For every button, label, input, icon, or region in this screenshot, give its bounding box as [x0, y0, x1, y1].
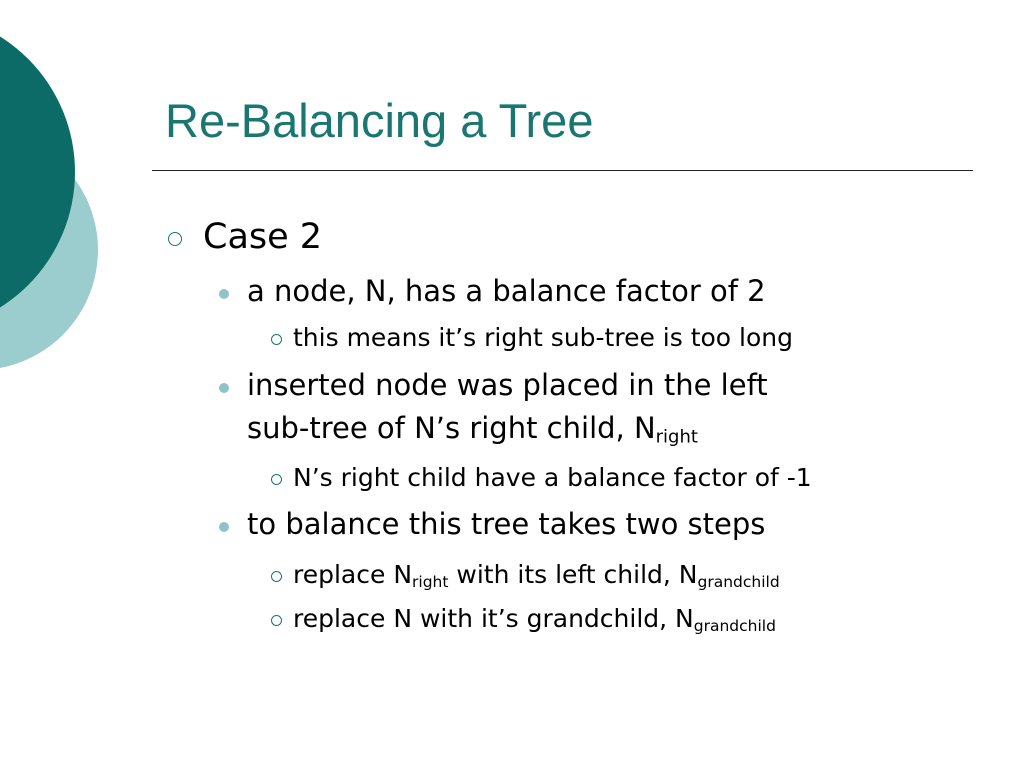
list-item: a node, N, has a balance factor of 2 [247, 274, 766, 308]
list-item-continuation: sub-tree of N’s right child, $N_{right}$ [247, 411, 698, 448]
case-heading: Case 2 [203, 217, 323, 257]
list-item: inserted node was placed in the left [247, 368, 768, 402]
sub-list-item: this means it’s right sub-tree is too long [293, 323, 793, 352]
slide-title: Re-Balancing a Tree [165, 94, 594, 147]
bullet-ring-icon [168, 232, 182, 246]
bullet-ring-small-icon [271, 334, 282, 345]
sub-list-item: replace $N_{right}$ with its left child, $N_{grandchild}$ [293, 560, 780, 591]
sub-list-item: N’s right child have a balance factor of -1 [293, 463, 812, 492]
decorative-circles [0, 0, 110, 420]
bullet-ring-small-icon [271, 571, 282, 582]
bullet-dot-icon [219, 289, 229, 299]
title-divider [152, 170, 973, 171]
sub-list-item: replace N with it’s grandchild, $N_{grandchild}$ [293, 604, 776, 635]
bullet-dot-icon [219, 522, 229, 532]
bullet-dot-icon [219, 383, 229, 393]
bullet-ring-small-icon [271, 615, 282, 626]
list-item: to balance this tree takes two steps [247, 507, 766, 541]
bullet-ring-small-icon [271, 474, 282, 485]
